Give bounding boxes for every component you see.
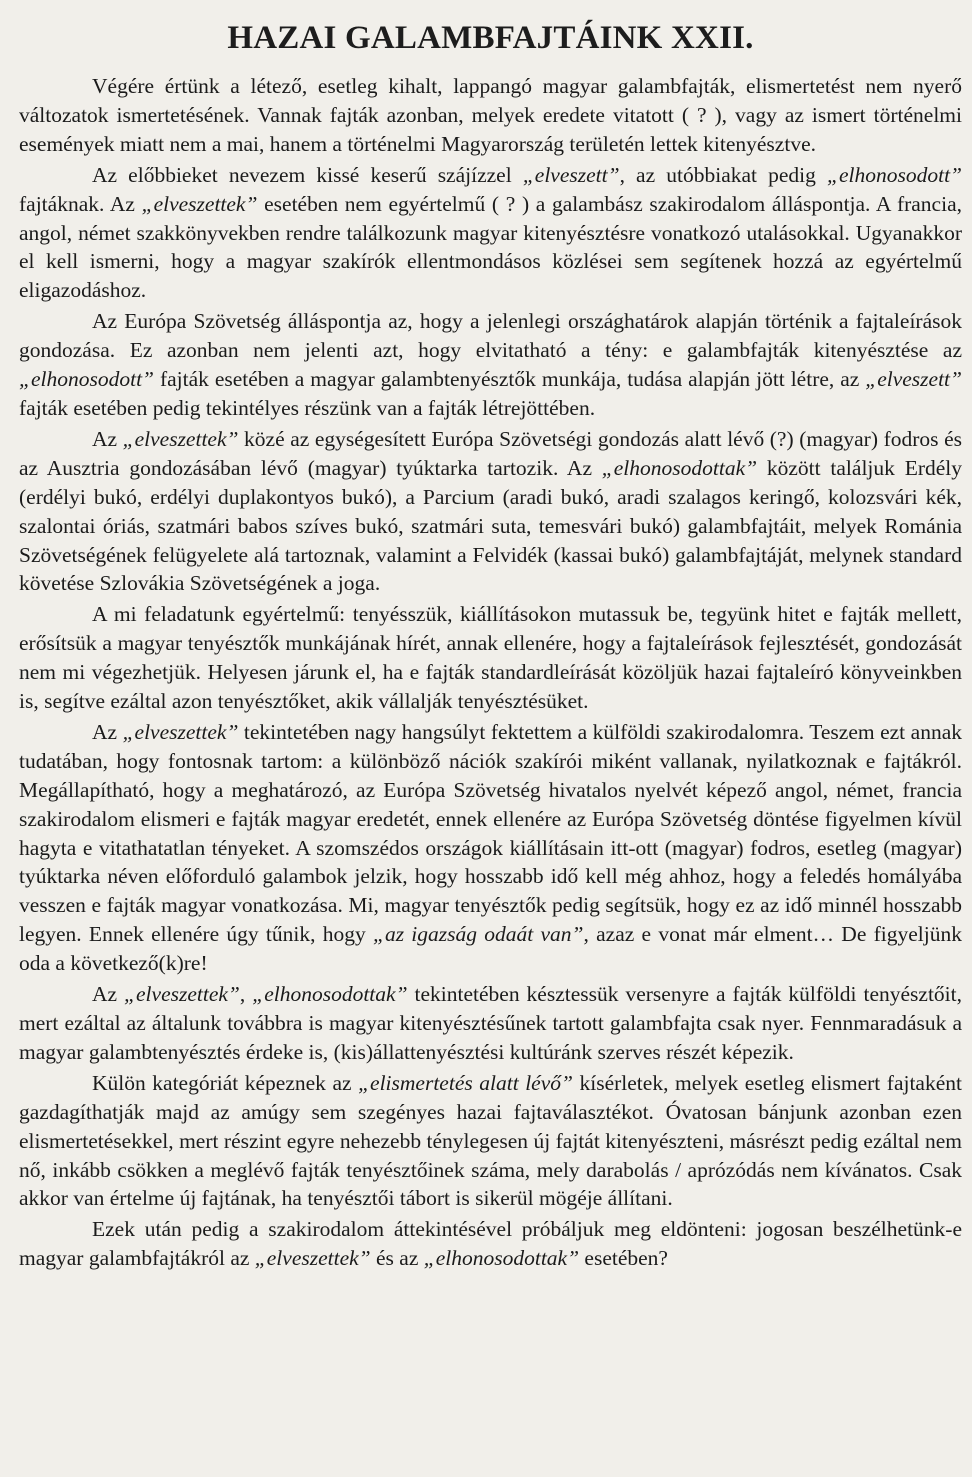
article-body [19, 72, 962, 1273]
paragraph [19, 72, 962, 159]
italic-term: „elhonosodott” [827, 162, 963, 187]
italic-term: „az igazság odaát van” [372, 922, 584, 947]
text-run: és az [370, 1246, 424, 1271]
text-run: Az [92, 982, 125, 1007]
italic-term: „elveszett” [865, 367, 962, 392]
text-run: Végére értünk a létező, esetleg kihalt, lappangó magyar galambfajták, elismertetést nem nyerő változatok ismertetésének. Vannak fajták azonban, melyek eredete vitatott ( ? ), vagy az ismert történelmi események miatt nem a mai, hanem a történelmi Magyarország területén lettek kitenyésztve. [19, 74, 962, 156]
paragraph [19, 1069, 962, 1214]
italic-term: „elhonosodottak” [423, 1246, 580, 1271]
paragraph [19, 307, 962, 423]
paragraph [19, 425, 962, 598]
text-run: fajták esetében pedig tekintélyes részünk van a fajták létrejöttében. [19, 395, 596, 420]
text-run: között találjuk Erdély (erdélyi bukó, erdélyi duplakontyos bukó), a Parcium (aradi bukó, aradi szalagos keringő, kolozsvári kék, szalontai óriás, szatmári babos szíves bukó, szatmári suta, temesvári bukó) galambfajtáit, melyek Románia Szövetségének felügyelete alá tartoznak, valamint a Felvidék (kassai bukó) galambfajtáját, melynek standard követése Szlovákia Szövetségének a joga. [19, 455, 962, 596]
paragraph [19, 1215, 962, 1273]
text-run: esetében nem egyértelmű ( ? ) a galambász szakirodalom álláspontja. A francia, angol, német szakkönyvekben rendre találkozunk magyar kitenyésztésre vonatkozó utalásokkal. Ugyanakkor el kell ismerni, hogy a magyar szakírók ellentmondásos közlései sem segítenek hozzá az egyértelmű eligazodáshoz. [19, 191, 962, 303]
text-run: Az előbbieket nevezem kissé keserű szájízzel [92, 162, 523, 187]
italic-term: „elveszettek” [122, 426, 239, 451]
italic-term: „elveszett” [522, 162, 620, 187]
paragraph [19, 980, 962, 1067]
text-run: Az [92, 426, 123, 451]
text-run: fajták esetében a magyar galambtenyésztők munkája, tudása alapján jött létre, az [154, 367, 866, 392]
paragraph [19, 600, 962, 716]
italic-term: „elhonosodottak” [601, 455, 758, 480]
italic-term: „elveszettek” [141, 191, 258, 216]
text-run: Ezek után pedig a szakirodalom áttekintésével próbáljuk meg eldönteni: jogosan beszélhetünk-e magyar galambfajtákról az [19, 1217, 962, 1271]
text-run: Külön kategóriát képeznek az [92, 1070, 359, 1095]
text-run: fajtáknak. Az [19, 191, 142, 216]
text-run: tekintetében késztessük versenyre a fajták külföldi tenyésztőit, mert ezáltal az általunk továbbra is magyar kitenyésztésűnek tartott galambfajta csak nyer. Fennmaradásuk a magyar galambtenyésztés érdeke is, (kis)állattenyésztési kultúránk szerves részét képezik. [19, 982, 962, 1064]
article-title: HAZAI GALAMBFAJTÁINK XXII. [227, 20, 754, 56]
text-run: esetében? [579, 1246, 668, 1271]
text-run: Az [92, 719, 123, 744]
text-run: közé az egységesített Európa Szövetségi gondozás alatt lévő (?) (magyar) fodros és az Ausztria gondozásában lévő (magyar) tyúktarka tartozik. Az [19, 426, 962, 480]
italic-term: „elhonosodottak” [252, 982, 408, 1007]
paragraph [19, 718, 962, 978]
text-run: , az utóbbiakat pedig [619, 162, 828, 187]
text-run: A mi feladatunk egyértelmű: tenyésszük, kiállításokon mutassuk be, tegyünk hitet e fajták mellett, erősítsük a magyar tenyésztők munkájának hírét, annak ellenére, hogy a fajtaleírások fejlesztését, gondozását nem mi végezhetjük. Helyesen járunk el, ha e fajták standardleírását közöljük hazai fajtaleíró könyveinkben is, segítve ezáltal azon tenyésztőket, akik vállalják tenyésztésüket. [19, 602, 962, 714]
italic-term: „elhonosodott” [19, 367, 154, 392]
text-run: kísérletek, melyek esetleg elismert fajtaként gazdagíthatják majd az amúgy sem szegényes hazai fajtaválasztékot. Óvatosan bánjunk azonban ezen elismertetésekkel, mert részint egyre nehezebb ténylegesen új fajtát kitenyészteni, másrészt pedig ezáltal nem nő, inkább csökken a meglévő fajták tenyésztőinek száma, mely darabolás / aprózódás nem kívánatos. Csak akkor van értelme új fajtának, ha tenyésztői tábort is sikerül mögéje állítani. [19, 1070, 962, 1211]
text-run: , azaz e vonat már elment… De figyeljünk oda a következő(k)re! [19, 922, 962, 976]
italic-term: „elismertetés alatt lévő” [358, 1070, 573, 1095]
text-run: , [239, 982, 253, 1007]
text-run: tekintetében nagy hangsúlyt fektettem a külföldi szakirodalomra. Teszem ezt annak tudatában, hogy fontosnak tartom: a különböző nációk szakírói miként vallanak, nyilatkoznak e fajtákról. Megállapítható, hogy a meghatározó, az Európa Szövetség hivatalos nyelvét képező angol, német, francia szakirodalom elismeri e fajták magyar eredetét, ennek ellenére az Európa Szövetség döntése figyelmen kívül hagyta e vitathatatlan tényeket. A szomszédos országok kiállításain itt-ott (magyar) fodros, esetleg (magyar) tyúktarka néven előforduló galambok jelzik, hogy hosszabb idő kell még ahhoz, hogy a feledés homályába vesszen e fajták magyar vonatkozása. Mi, magyar tenyésztők pedig segítsük, hogy ez az idő minnél hosszabb legyen. Ennek ellenére úgy tűnik, hogy [19, 719, 962, 947]
text-run: Az Európa Szövetség álláspontja az, hogy a jelenlegi országhatárok alapján történik a fajtaleírások gondozása. Ez azonban nem jelenti azt, hogy elvitatható a tény: e galambfajták kitenyésztése az [19, 309, 962, 363]
italic-term: „elveszettek” [254, 1246, 371, 1271]
italic-term: „elveszettek” [122, 719, 239, 744]
paragraph [19, 161, 962, 306]
italic-term: „elveszettek” [124, 982, 240, 1007]
